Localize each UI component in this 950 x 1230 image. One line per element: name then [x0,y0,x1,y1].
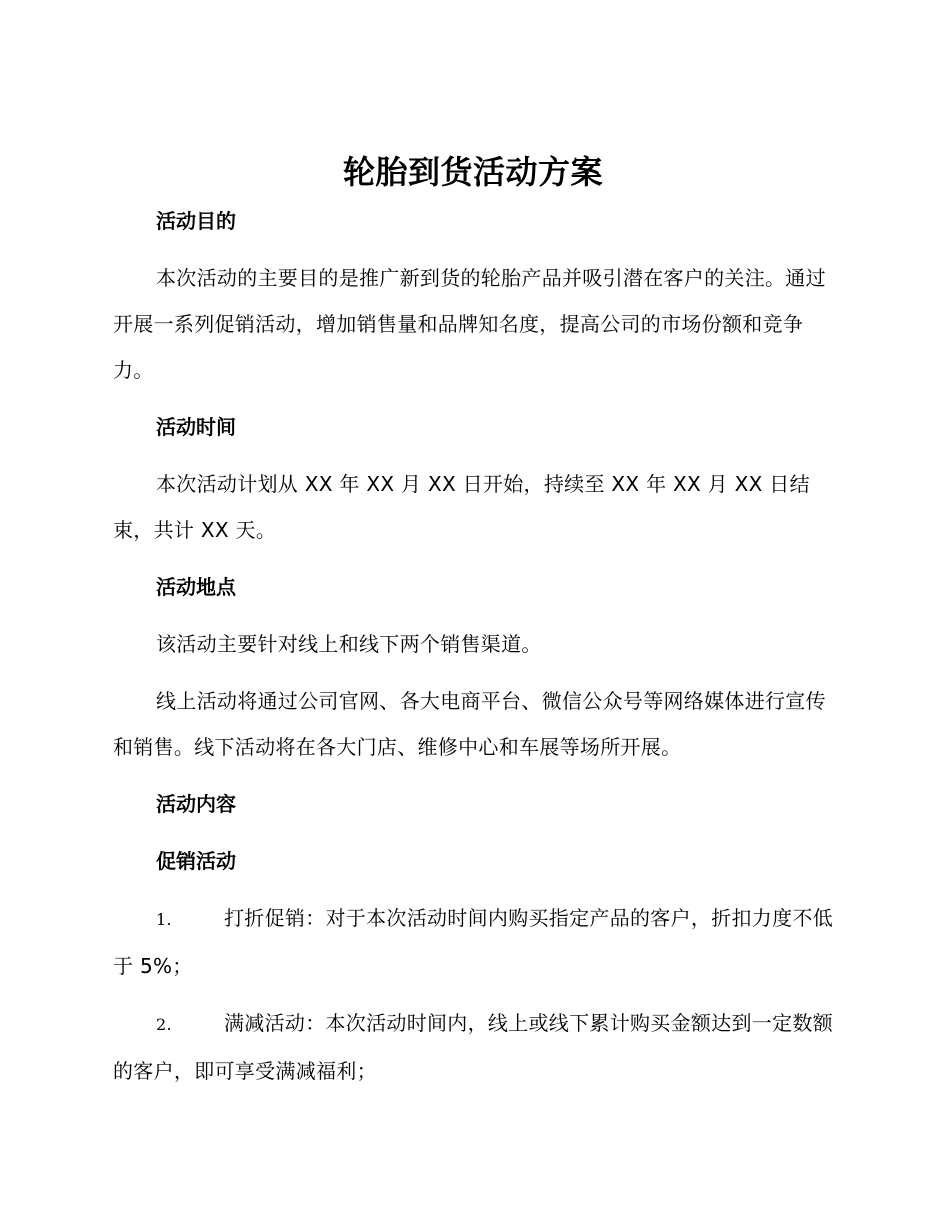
location-paragraph-1: 该活动主要针对线上和线下两个销售渠道。 [156,632,542,656]
section-heading-location: 活动地点 [156,575,236,599]
list-item-text: 打折促销：对于本次活动时间内购买指定产品的客户，折扣力度不低于 5%； [113,906,833,978]
purpose-paragraph: 本次活动的主要目的是推广新到货的轮胎产品并吸引潜在客户的关注。通过开展一系列促销活动，增加销售量和品牌知名度，提高公司的市场份额和竞争力。 [113,266,826,382]
section-heading-time: 活动时间 [156,415,236,439]
section-heading-content: 活动内容 [156,792,236,816]
list-item-number: 1. [156,910,172,929]
list-item-number: 2. [156,1015,172,1034]
time-paragraph: 本次活动计划从 XX 年 XX 月 XX 日开始，持续至 XX 年 XX 月 XX 日结束，共计 XX 天。 [113,472,810,542]
section-heading-purpose: 活动目的 [156,209,236,233]
location-paragraph-2: 线上活动将通过公司官网、各大电商平台、微信公众号等网络媒体进行宣传和销售。线下活动将在各大门店、维修中心和车展等场所开展。 [113,689,826,759]
subheading-promotions: 促销活动 [156,849,236,873]
document-page [113,148,833,1094]
list-item [113,895,833,989]
document-title: 轮胎到货活动方案 [342,153,603,191]
list-item [113,1000,833,1094]
list-item-text: 满减活动：本次活动时间内，线上或线下累计购买金额达到一定数额的客户，即可享受满减福利； [113,1011,833,1083]
